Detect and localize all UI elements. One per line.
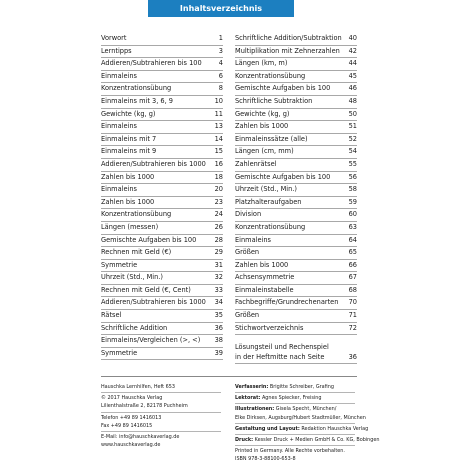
toc-entry-title: Gemischte Aufgaben bis 100 (235, 172, 331, 181)
toc-row (101, 297, 223, 310)
imprint-line: © 2017 Hauschka Verlag (101, 395, 163, 402)
imprint-label: Druck: (235, 437, 254, 444)
toc-entry-page: 72 (348, 323, 357, 332)
toc-entry-title: Gewichte (kg, g) (101, 109, 156, 118)
toc-entry-title: Konzentrationsübung (101, 210, 172, 219)
imprint-line (235, 425, 369, 433)
imprint-text: Redaktion Hauschka Verlag (299, 425, 369, 432)
toc-row (101, 184, 223, 197)
toc-row (101, 285, 223, 298)
toc-row (101, 335, 223, 348)
toc-entry-title: Lösungsteil und Rechenspiel in der Heftmitte nach Seite (235, 343, 329, 362)
imprint-separator (101, 431, 221, 432)
toc-entry-title: Längen (cm, mm) (235, 147, 294, 156)
toc-entry-page: 24 (214, 210, 223, 219)
toc-row-solutions (235, 341, 357, 364)
toc-entry-page: 39 (214, 348, 223, 357)
footer-divider (101, 376, 357, 377)
toc-entry-title: Gewichte (kg, g) (235, 109, 290, 118)
toc-entry-title: Größen (235, 311, 260, 320)
imprint-text: Kessler Druck + Medien GmbH & Co. KG, Bobingen (253, 437, 380, 444)
toc-entry-page: 68 (348, 285, 357, 294)
toc-entry-page: 36 (348, 353, 357, 362)
imprint-text: Printed in Germany. Alle Rechte vorbehalten. (235, 448, 345, 455)
toc-entry-title: Längen (km, m) (235, 59, 288, 68)
toc-entry-page: 67 (348, 273, 357, 282)
toc-entry-title: Einmaleins mit 7 (101, 134, 157, 143)
toc-entry-page: 26 (214, 222, 223, 231)
toc-entry-page: 51 (348, 122, 357, 131)
toc-row (235, 297, 357, 310)
toc-entry-page: 1 (218, 34, 223, 42)
toc-entry-page: 23 (214, 197, 223, 206)
toc-entry-title: Schriftliche Addition (101, 323, 168, 332)
toc-entry-page: 44 (348, 59, 357, 68)
toc-entry-title: Multiplikation mit Zehnerzahlen (235, 46, 340, 55)
imprint-separator (235, 445, 355, 446)
toc-row (101, 71, 223, 84)
imprint-separator (235, 434, 355, 435)
toc-row (235, 323, 357, 336)
toc-entry-title: Konzentrationsübung (101, 84, 172, 93)
toc-row (101, 46, 223, 59)
imprint-line (235, 394, 360, 402)
imprint-separator (235, 403, 355, 404)
toc-entry-page: 64 (348, 235, 357, 244)
imprint-line: E-Mail: info@hauschkaverlag.de (101, 434, 180, 441)
toc-entry-page: 71 (348, 311, 357, 320)
toc-entry-page: 10 (214, 96, 223, 105)
toc-entry-title: Fachbegriffe/Grundrechenarten (235, 298, 339, 307)
toc-entry-page: 58 (348, 185, 357, 194)
toc-entry-page: 40 (348, 34, 357, 42)
toc-entry-title: Symmetrie (101, 260, 138, 269)
toc-entry-title: Uhrzeit (Std., Min.) (101, 273, 163, 282)
toc-entry-title: Addieren/Subtrahieren bis 100 (101, 59, 202, 68)
toc-entry-title: Einmaleins mit 9 (101, 147, 157, 156)
toc-entry-page: 16 (214, 159, 223, 168)
toc-row (101, 172, 223, 185)
toc-row (101, 96, 223, 109)
imprint-text: Elke Dirksen, Augsburg/Hubert Stadtmüller, München (235, 414, 366, 421)
toc-entry-page: 63 (348, 222, 357, 231)
toc-row (235, 83, 357, 96)
toc-entry-page: 34 (214, 298, 223, 307)
toc-right-column (235, 33, 357, 364)
toc-entry-title: Platzhalteraufgaben (235, 197, 302, 206)
toc-row (235, 222, 357, 235)
toc-entry-page: 18 (214, 172, 223, 181)
toc-entry-title: Vorwort (101, 34, 127, 42)
toc-entry-title: Einmaleins (235, 235, 271, 244)
toc-entry-title: Einmaleins (101, 71, 137, 80)
toc-row (235, 209, 357, 222)
toc-entry-page: 11 (214, 109, 223, 118)
toc-row (235, 71, 357, 84)
imprint-label: Gestaltung und Layout: (235, 425, 300, 432)
toc-row (101, 83, 223, 96)
toc-entry-title: Gemischte Aufgaben bis 100 (235, 84, 331, 93)
toc-entry-title: Zahlen bis 1000 (101, 197, 155, 206)
toc-row (235, 260, 357, 273)
toc-entry-page: 56 (348, 172, 357, 181)
toc-entry-page: 60 (348, 210, 357, 219)
toc-entry-title: Konzentrationsübung (235, 222, 306, 231)
toc-entry-page: 55 (348, 159, 357, 168)
toc-row (101, 247, 223, 260)
toc-entry-page: 35 (214, 311, 223, 320)
imprint-line (235, 455, 360, 463)
toc-entry-title: Zahlenrätsel (235, 159, 277, 168)
toc-row (235, 121, 357, 134)
toc-header: Inhaltsverzeichnis (148, 0, 294, 17)
toc-row (235, 310, 357, 323)
toc-row (235, 159, 357, 172)
toc-entry-page: 32 (214, 273, 223, 282)
toc-entry-page: 36 (214, 323, 223, 332)
toc-entry-page: 8 (218, 84, 223, 93)
imprint-line: Hauschka Lernhilfen, Heft 653 (101, 384, 175, 390)
toc-entry-page: 46 (348, 84, 357, 93)
toc-row (101, 159, 223, 172)
toc-row (235, 46, 357, 59)
toc-entry-title: Einmaleins/Vergleichen (>, <) (101, 336, 201, 345)
imprint-line (235, 447, 360, 455)
toc-entry-title: Symmetrie (101, 348, 138, 357)
toc-row (101, 323, 223, 336)
toc-row (101, 121, 223, 134)
imprint-text: ISBN 978-3-88100-653-8 (235, 456, 296, 463)
toc-entry-page: 65 (348, 248, 357, 257)
toc-entry-title: Zahlen bis 1000 (235, 122, 289, 131)
toc-entry-page: 48 (348, 96, 357, 105)
toc-entry-title: Uhrzeit (Std., Min.) (235, 185, 297, 194)
toc-entry-title: Lerntipps (101, 46, 132, 55)
toc-entry-page: 66 (348, 260, 357, 269)
toc-row (101, 109, 223, 122)
imprint-label: Lektorat: (235, 395, 261, 402)
toc-row (235, 272, 357, 285)
toc-row (101, 222, 223, 235)
toc-entry-title: Division (235, 210, 262, 219)
imprint-line: Telefon +49 89 1416013 (101, 414, 162, 421)
toc-entry-page: 28 (214, 235, 223, 244)
toc-entry-page: 33 (214, 285, 223, 294)
imprint-text: Agnes Spiecker, Freising (260, 395, 322, 402)
toc-row (101, 146, 223, 159)
toc-entry-title: Größen (235, 248, 260, 257)
toc-entry-title: Addieren/Subtrahieren bis 1000 (101, 298, 206, 307)
toc-row (235, 184, 357, 197)
toc-entry-title: Addieren/Subtrahieren bis 1000 (101, 159, 206, 168)
toc-row (235, 146, 357, 159)
toc-entry-page: 13 (214, 122, 223, 131)
toc-entry-title: Zahlen bis 1000 (235, 260, 289, 269)
toc-entry-page: 15 (214, 147, 223, 156)
toc-entry-page: 54 (348, 147, 357, 156)
toc-row (235, 134, 357, 147)
toc-entry-page: 3 (218, 46, 223, 55)
toc-entry-page: 4 (218, 59, 223, 68)
toc-entry-title: Zahlen bis 1000 (101, 172, 155, 181)
imprint-line (235, 436, 380, 444)
toc-entry-title: Rätsel (101, 311, 122, 320)
toc-entry-page: 52 (348, 134, 357, 143)
toc-entry-title: Gemischte Aufgaben bis 100 (101, 235, 197, 244)
toc-entry-page: 20 (214, 185, 223, 194)
toc-entry-page: 29 (214, 248, 223, 257)
toc-entry-title: Einmaleinstabelle (235, 285, 294, 294)
toc-row (101, 310, 223, 323)
toc-row (235, 285, 357, 298)
imprint-line (235, 405, 360, 413)
imprint-line: Lilienthalstraße 2, 82178 Puchheim (101, 403, 188, 410)
imprint-line: www.hauschkaverlag.de (101, 442, 161, 449)
toc-entry-title: Stichwortverzeichnis (235, 323, 304, 332)
toc-entry-title: Konzentrationsübung (235, 71, 306, 80)
toc-entry-page: 14 (214, 134, 223, 143)
toc-entry-page: 38 (214, 336, 223, 345)
imprint-label: Verfasserin: (235, 384, 269, 390)
toc-row (101, 348, 223, 361)
toc-row (101, 235, 223, 248)
toc-entry-title: Schriftliche Subtraktion (235, 96, 313, 105)
imprint-text: Gisela Specht, München/ (274, 406, 337, 413)
toc-entry-page: 6 (218, 71, 223, 80)
toc-entry-title: Einmaleins mit 3, 6, 9 (101, 96, 173, 105)
toc-left-column (101, 33, 223, 360)
imprint-line (235, 383, 360, 391)
imprint-separator (101, 392, 221, 393)
toc-entry-title: Einmaleins (101, 185, 137, 194)
toc-entry-title: Rechnen mit Geld (€, Cent) (101, 285, 191, 294)
toc-row (235, 172, 357, 185)
imprint-text: Brigitte Schreiber, Grafing (268, 384, 334, 390)
toc-entry-title: Schriftliche Addition/Subtraktion (235, 34, 342, 42)
toc-row (235, 109, 357, 122)
toc-row (235, 247, 357, 260)
toc-entry-title: Rechnen mit Geld (€) (101, 248, 172, 257)
toc-entry-title: Einmaleinssätze (alle) (235, 134, 308, 143)
imprint-line (235, 414, 366, 422)
toc-entry-title: Achsensymmetrie (235, 273, 295, 282)
toc-entry-title: Längen (messen) (101, 222, 159, 231)
imprint-label: Illustrationen: (235, 406, 275, 413)
toc-row (235, 235, 357, 248)
imprint-separator (101, 412, 221, 413)
imprint-line: Fax +49 89 1416015 (101, 422, 153, 429)
toc-row (101, 272, 223, 285)
toc-entry-title: Einmaleins (101, 122, 137, 131)
toc-row (235, 96, 357, 109)
toc-row (235, 197, 357, 210)
toc-entry-page: 31 (214, 260, 223, 269)
imprint-separator (235, 392, 355, 393)
toc-entry-page: 70 (348, 298, 357, 307)
toc-row (235, 58, 357, 71)
toc-entry-page: 45 (348, 71, 357, 80)
imprint-separator (235, 423, 355, 424)
toc-entry-page: 42 (348, 46, 357, 55)
toc-row (101, 197, 223, 210)
toc-row (101, 33, 223, 46)
toc-row (101, 134, 223, 147)
imprint-left (101, 383, 226, 449)
toc-entry-page: 59 (348, 197, 357, 206)
toc-row (101, 260, 223, 273)
toc-row (101, 209, 223, 222)
toc-row (235, 33, 357, 46)
toc-entry-page: 50 (348, 109, 357, 118)
toc-row (101, 58, 223, 71)
